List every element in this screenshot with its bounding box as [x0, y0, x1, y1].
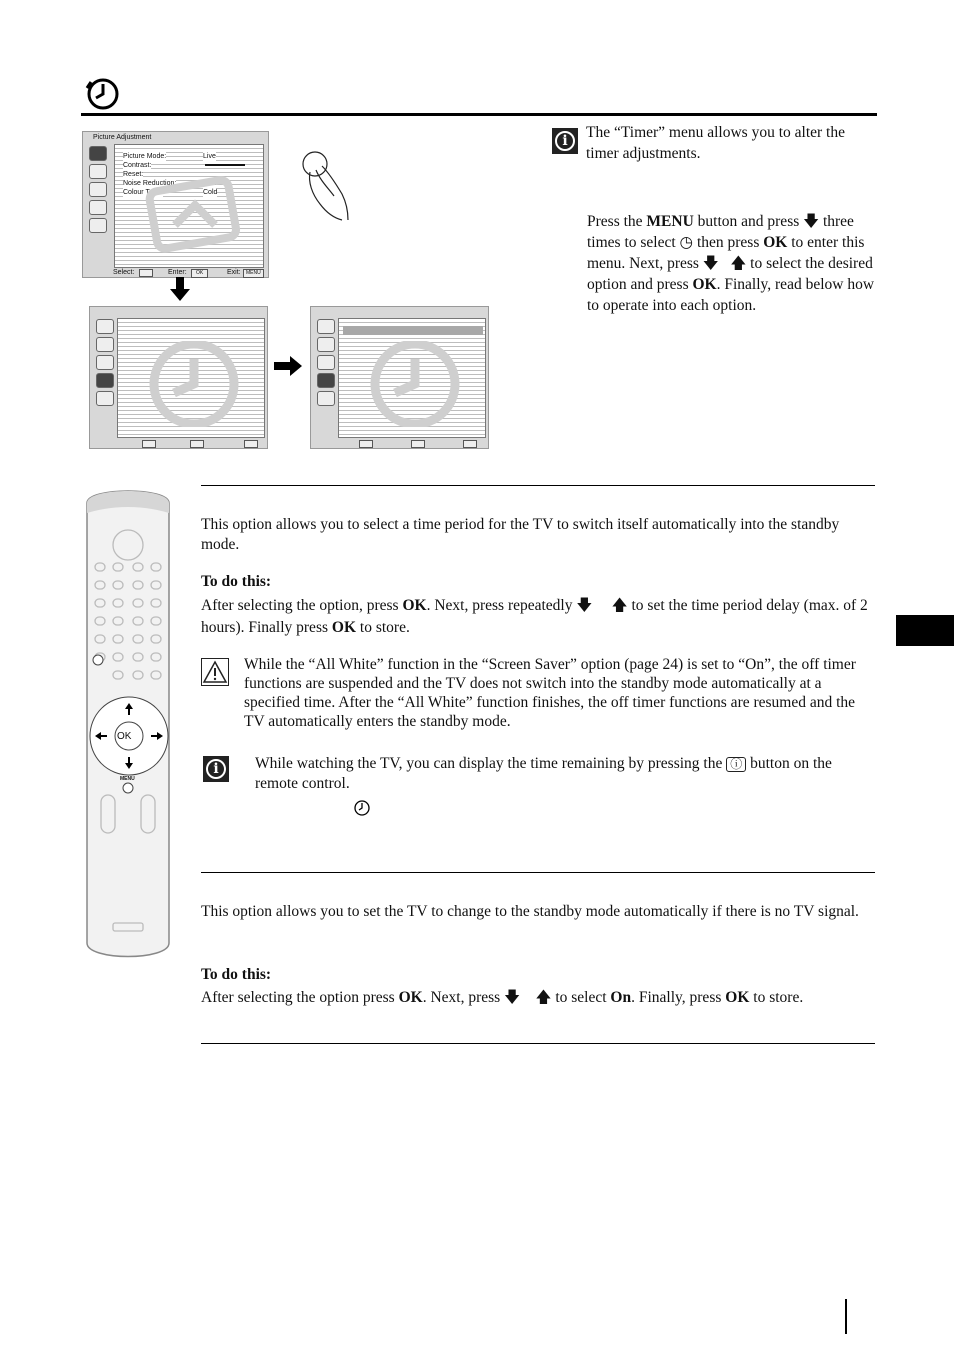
section-rule [201, 485, 875, 486]
clock-watermark-icon [142, 341, 246, 427]
arrow-down-icon: 🡇 [702, 255, 719, 272]
menu-row-label: Contrast: [123, 162, 152, 169]
sound-icon [89, 164, 107, 179]
sound-icon [96, 337, 114, 352]
header-rule [81, 113, 877, 116]
features-icon [317, 355, 335, 370]
page-number-rule [845, 1299, 847, 1334]
warning-text: While the “All White” function in the “Screen Saver” option (page 24) is set to “On”, the off timer functions are suspended and the TV does not switch into the standby mode automatically at a specified time. After the “All White” function finishes, the off timer functions are resumed and the TV automatically enters the standby mode. [244, 656, 856, 730]
instructions: Press the MENU button and press 🡇 three times to select ◷ then press OK to enter this menu. Next, press 🡇 🡅 to select the desired option and press OK. Finally, read below how to operate into each option. [587, 213, 875, 314]
section-rule [201, 1043, 875, 1044]
hand-press-icon [298, 150, 354, 222]
setup-icon [96, 391, 114, 406]
picture-icon [96, 319, 114, 334]
menu-row-value: Auto [203, 180, 218, 187]
timer-menu-pane [117, 318, 265, 438]
footer-enter-label: Enter: [168, 269, 187, 276]
menu-row-value: Live [203, 153, 216, 160]
menu-row-label: Picture Mode: [123, 153, 167, 160]
menu-row-label: Colour Tone: [123, 189, 163, 196]
arrow-down-icon: 🡇 [504, 989, 521, 1006]
timer-clock-icon: ◷ [679, 234, 694, 251]
timer-icon [96, 373, 114, 388]
info-button-icon: ⓘ [726, 757, 746, 772]
remote-ok-button: OK [117, 731, 132, 742]
footer-select-label: Select: [113, 269, 135, 276]
timer-clock-icon [353, 799, 371, 817]
arrow-up-icon: 🡅 [730, 255, 747, 272]
features-icon [89, 182, 107, 197]
screen-menu-title: Picture Adjustment [93, 134, 152, 141]
menu-row-label: Reset: [123, 171, 144, 178]
enter-key-tag [190, 440, 204, 448]
timer-submenu-screen [310, 306, 489, 449]
setup-icon [317, 391, 335, 406]
warning-icon [201, 658, 229, 686]
features-icon [96, 355, 114, 370]
footer-exit-label: Exit: [227, 269, 241, 276]
menu-row-value: Cold [203, 189, 218, 196]
select-arrows-tag [139, 269, 153, 277]
info-icon: i [552, 128, 578, 154]
screen-menu-pane [114, 144, 264, 268]
arrow-right-icon [274, 356, 302, 376]
picture-adjustment-screen [82, 131, 269, 278]
picture-icon [317, 319, 335, 334]
picture-icon [89, 146, 107, 161]
enter-key-tag: OK [191, 269, 208, 278]
exit-key-tag: MENU [243, 269, 264, 278]
auto-off-description: This option allows you to set the TV to change to the standby mode automatically if there is no TV signal. [201, 903, 859, 920]
arrow-down-icon: 🡇 [576, 597, 593, 614]
timer-icon [89, 200, 107, 215]
section-tab [896, 615, 954, 646]
auto-off-steps: After selecting the option press OK. Next, press 🡇 🡅 to select On. Finally, press OK to store. [201, 989, 804, 1006]
select-arrows-tag [359, 440, 373, 448]
select-arrows-tag [142, 440, 156, 448]
info-icon: i [203, 756, 229, 782]
intro-note: The “Timer” menu allows you to alter the timer adjustments. [586, 124, 845, 162]
info-text: While watching the TV, you can display the time remaining by pressing the ⓘ button on the remote control. [255, 755, 832, 792]
remote-control [83, 483, 173, 965]
menu-row-label: Noise Reduction: [123, 180, 177, 187]
timer-icon [317, 373, 335, 388]
arrow-up-icon: 🡅 [611, 597, 628, 614]
sleep-steps: After selecting the option, press OK. Next, press repeatedly 🡇 🡅 to set the time period delay (max. of 2 hours). Finally press OK to store. [201, 597, 868, 636]
setup-icon [89, 218, 107, 233]
sound-icon [317, 337, 335, 352]
enter-key-tag [411, 440, 425, 448]
section-rule [201, 872, 875, 873]
timer-menu-screen [89, 306, 268, 449]
sleep-description: This option allows you to select a time period for the TV to switch itself automatically into the standby mode. [201, 516, 840, 553]
todo-heading: To do this: [201, 573, 272, 590]
timer-submenu-pane [338, 318, 486, 438]
arrow-down-icon: 🡇 [803, 213, 820, 230]
arrow-down-icon [170, 277, 190, 301]
contrast-slider [205, 164, 245, 166]
picture-watermark-icon [145, 175, 245, 255]
exit-key-tag [244, 440, 258, 448]
highlight-bar [343, 326, 483, 335]
todo-heading: To do this: [201, 966, 272, 983]
timer-clock-icon [84, 76, 122, 110]
remote-menu-label: MENU [120, 776, 135, 782]
arrow-up-icon: 🡅 [535, 989, 552, 1006]
exit-key-tag [463, 440, 477, 448]
clock-watermark-icon [363, 341, 467, 427]
